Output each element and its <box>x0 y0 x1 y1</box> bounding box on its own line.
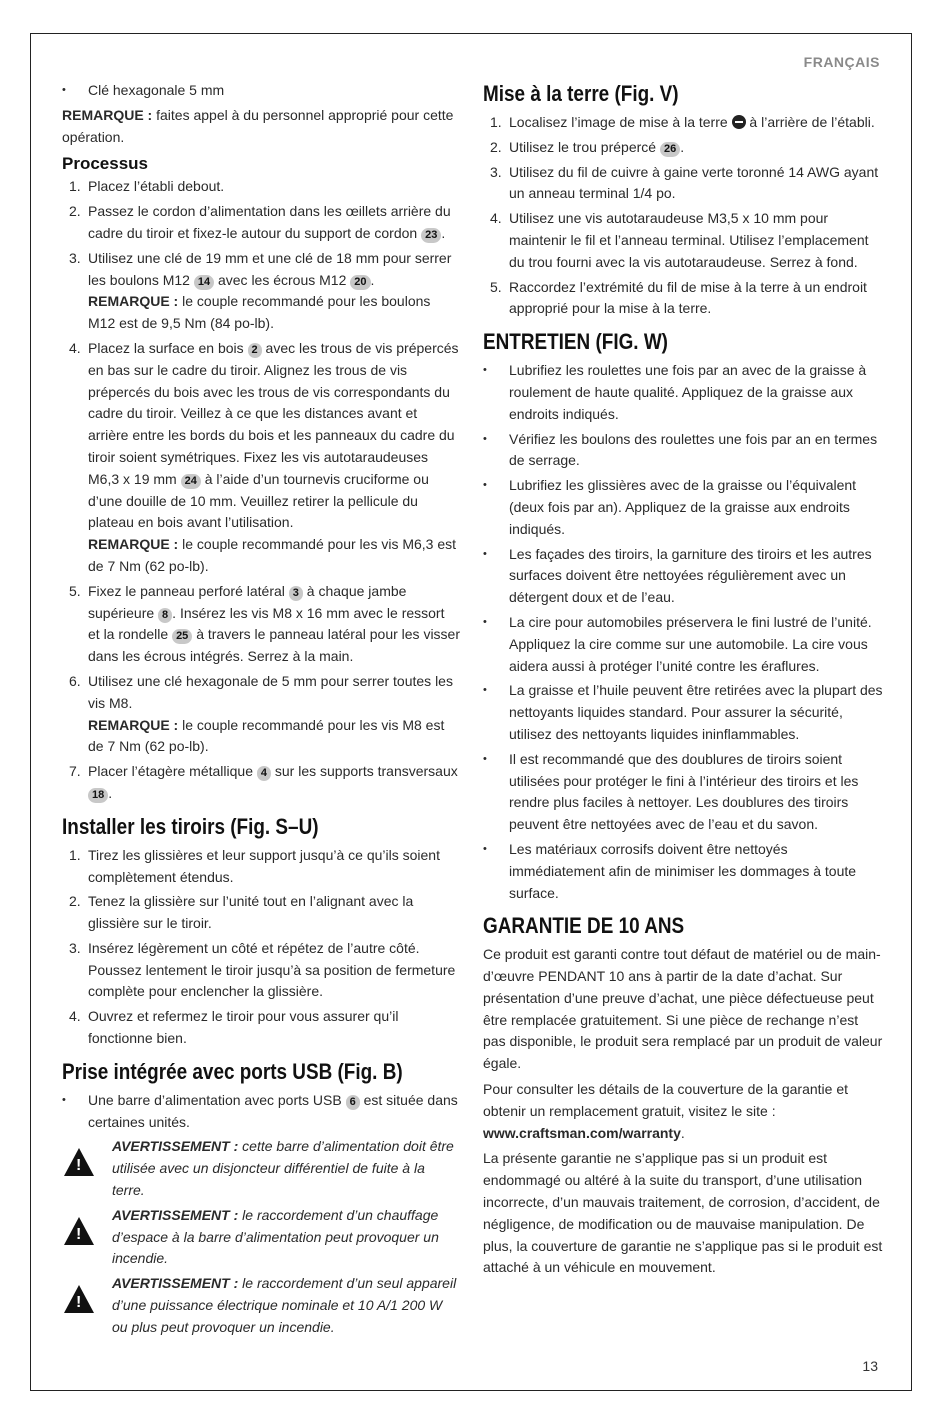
processus-step-6: 6. Utilisez une clé hexagonale de 5 mm pour serrer toutes les vis M8. REMARQUE : le couple recommandé pour les vis M8 est de 7 Nm (62 po-lb). <box>69 672 453 755</box>
drawers-step-3: 3. Insérez légèrement un côté et répétez de l’autre côté. Poussez lentement le tiroir jusqu’à sa position de fermeture complète pour enclencher la glissière. <box>69 939 456 1000</box>
warranty-paragraph-3: La présente garantie ne s’applique pas si un produit est endommagé ou altéré à la suite du transport, d’une utilisation incorrecte, d’un mauvais traitement, de corrosion, d’accident, de négligence, de modification ou de mauvaise manipulation. De plus, la couverture de garantie ne s’applique pas si le produit est attaché à un véhicule en mouvement. <box>483 1150 883 1276</box>
ground-step-1: 1. Localisez l’image de mise à la terre à l’arrière de l’établi. <box>490 114 875 130</box>
drawers-title: Installer les tiroirs (Fig. S–U) <box>62 813 319 839</box>
processus-step-1: 1. Placez l’établi debout. <box>69 178 225 195</box>
warning-icon <box>64 1285 94 1313</box>
ground-step-2: 2. Utilisez le trou prépercé 26 . <box>490 138 685 155</box>
maintenance-item: • La graisse et l’huile peuvent être retirées avec la plupart des nettoyants liquides standard. Pour assurer la sécurité, utilisez des nettoyants liquides ininflammables. <box>483 680 883 745</box>
warranty-link[interactable]: www.craftsman.com/warranty <box>483 1124 681 1141</box>
maintenance-item: • Vérifiez les boulons des roulettes une fois par an en termes de serrage. <box>483 429 883 473</box>
tools-bullet: • Clé hexagonale 5 mm <box>62 80 460 102</box>
right-column <box>483 80 883 1283</box>
processus-step-2: 2. Passez le cordon d’alimentation dans les œillets arrière du cadre du tiroir et fixez-le autour du support de cordon 23 . <box>69 203 451 241</box>
maintenance-item: • La cire pour automobiles préservera le fini lustré de l’unité. Appliquez la cire comme sur une automobile. La cire vous aidera aussi à protéger l’unité contre les éraflures. <box>483 612 883 677</box>
ground-step-5: 5. Raccordez l’extrémité du fil de mise à la terre à un endroit approprié pour la mise à la terre. <box>490 278 867 317</box>
warranty-title: GARANTIE DE 10 ANS <box>483 913 685 939</box>
processus-step-3: 3. Utilisez une clé de 19 mm et une clé de 18 mm pour serrer les boulons M12 14 avec les écrous M12 20 . REMARQUE : le couple recommandé pour les boulons M12 est de 9,5 Nm (84 po-lb). <box>69 249 452 332</box>
maintenance-item: • Les matériaux corrosifs doivent être nettoyés immédiatement afin de minimiser les dommages à toute surface. <box>483 839 883 904</box>
callout-badge: 25 <box>172 629 192 644</box>
maintenance-item: • Il est recommandé que des doublures de tiroirs soient utilisées pour protéger le fini à l’intérieur des tiroirs et les rendre plus faciles à nettoyer. Les doublures des tiroirs peuvent être nettoyées avec de l’eau et du savon. <box>483 749 883 836</box>
processus-step-5: 5. Fixez le panneau perforé latéral 3 à chaque jambe supérieure 8 . Insérez les vis M8 x 16 mm avec le ressort et la rondelle 25 à travers le panneau latéral pour les visser dans les écrous intégrés. Serrez à la main. <box>69 582 461 665</box>
warning-icon <box>64 1148 94 1176</box>
usb-title: Prise intégrée avec ports USB (Fig. B) <box>62 1058 403 1084</box>
warranty-paragraph-1: Ce produit est garanti contre tout défaut de matériel ou de main-d’œuvre PENDANT 10 ans à partir de la date d’achat. Sur présentation d’une preuve d’achat, une pièce défectueuse peut être remplacée gratuitement. Si une pièce de rechange n’est pas disponible, le produit sera remplacé par un produit de valeur égale. <box>483 946 883 1072</box>
callout-badge: 6 <box>346 1095 360 1110</box>
ground-step-3: 3. Utilisez du fil de cuivre à gaine verte toronné 14 AWG ayant un anneau terminal 1/4 po. <box>490 163 879 202</box>
processus-step-4: 4. Placez la surface en bois 2 avec les trous de vis prépercés en bas sur le cadre du tiroir. Alignez les trous de vis prépercés du bois avec les trous de vis correspondants du cadre du tiroir. Veillez à ce que les distances avant et arrière entre les bords du bois et les panneaux du cadre du tiroir soient symétriques. Fixez les vis autotaraudeuses M6,3 x 19 mm 24 à l’aide d’un tournevis cruciforme ou d’une douille de 10 mm. Veuillez retirer la pellicule du plateau en bois avant l’utilisation. REMARQUE : le couple recommandé pour les vis M6,3 est de 7 Nm (62 po-lb). <box>69 339 459 574</box>
ground-title: Mise à la terre (Fig. V) <box>483 81 679 106</box>
maintenance-item: • Lubrifiez les glissières avec de la graisse ou l’équivalent (deux fois par an). Appliquez de la graisse aux endroits indiqués. <box>483 475 883 540</box>
ground-symbol-icon <box>732 115 746 129</box>
note-personnel: REMARQUE : faites appel à du personnel approprié pour cette opération. <box>62 106 454 145</box>
warning-2: ! AVERTISSEMENT : le raccordement d’un chauffage d’espace à la barre d’alimentation peut provoquer un incendie. <box>62 1205 460 1270</box>
callout-badge: 8 <box>158 608 172 623</box>
language-label: FRANÇAIS <box>803 54 880 70</box>
ground-step-4: 4. Utilisez une vis autotaraudeuse M3,5 x 10 mm pour maintenir le fil et l’anneau terminal. Utilisez l’emplacement du trou fourni avec la vis autotaraudeuse. Serrez à fond. <box>490 210 869 270</box>
callout-badge: 3 <box>289 586 303 601</box>
warranty-paragraph-2: Pour consulter les détails de la couverture de la garantie et obtenir un remplacement gratuit, visitez le site : www.craftsman.com/warranty. <box>483 1081 848 1141</box>
warning-icon <box>64 1217 94 1245</box>
processus-title: Processus <box>62 154 148 174</box>
maintenance-title: ENTRETIEN (FIG. W) <box>483 329 668 355</box>
callout-badge: 18 <box>88 788 108 803</box>
maintenance-item: • Lubrifiez les roulettes une fois par an avec de la graisse à roulement de haute qualité. Appliquez de la graisse aux endroits indiqués. <box>483 360 883 425</box>
callout-badge: 2 <box>248 343 262 358</box>
callout-badge: 20 <box>350 275 370 290</box>
processus-step-7: 7. Placer l’étagère métallique 4 sur les supports transversaux 18 . <box>69 763 458 801</box>
callout-badge: 24 <box>181 474 201 489</box>
warning-3: ! AVERTISSEMENT : le raccordement d’un seul appareil d’une puissance électrique nominale et 10 A/1 200 W ou plus peut provoquer un incendie. <box>62 1273 460 1338</box>
left-column <box>62 80 460 1341</box>
usb-bullet: • Une barre d’alimentation avec ports USB 6 est située dans certaines unités. <box>62 1090 460 1134</box>
callout-badge: 4 <box>257 766 271 781</box>
drawers-step-1: 1. Tirez les glissières et leur support jusqu’à ce qu’ils soient complètement étendus. <box>69 846 440 885</box>
drawers-step-2: 2. Tenez la glissière sur l’unité tout en l’alignant avec la glissière sur le tiroir. <box>69 893 414 932</box>
drawers-step-4: 4. Ouvrez et refermez le tiroir pour vous assurer qu’il fonctionne bien. <box>69 1008 399 1047</box>
callout-badge: 23 <box>421 228 441 243</box>
page-number: 13 <box>862 1358 878 1374</box>
callout-badge: 14 <box>194 275 214 290</box>
callout-badge: 26 <box>660 142 680 157</box>
maintenance-item: • Les façades des tiroirs, la garniture des tiroirs et les autres surfaces doivent être nettoyées régulièrement avec un détergent doux et de l’eau. <box>483 544 883 609</box>
warning-1: ! AVERTISSEMENT : cette barre d’alimentation doit être utilisée avec un disjoncteur différentiel de fuite à la terre. <box>62 1136 460 1201</box>
